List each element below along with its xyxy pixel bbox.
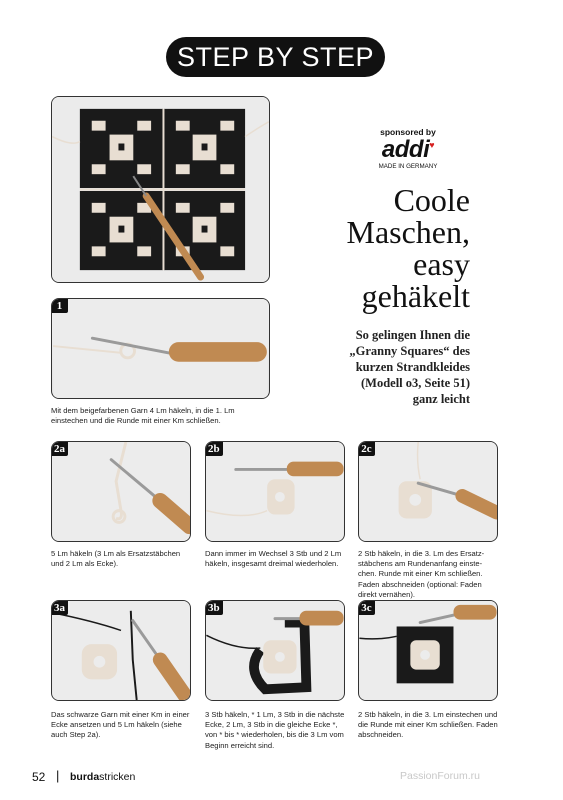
step-3b-image bbox=[206, 601, 344, 700]
step-2a-photo bbox=[51, 441, 191, 542]
step-badge: 2a bbox=[51, 441, 68, 456]
brand-tagline: MADE IN GERMANY bbox=[378, 163, 438, 170]
page-number: 52 bbox=[32, 770, 46, 784]
hero-photo bbox=[51, 96, 270, 283]
step-1-image bbox=[52, 299, 269, 398]
subhead-line: So gelingen Ihnen die bbox=[355, 328, 470, 342]
granny-squares-image bbox=[52, 97, 269, 282]
step-1-photo bbox=[51, 298, 270, 399]
step-2c-caption: 2 Stb häkeln, in die 3. Lm des Ersatz-stäbchens am Rundenanfang einste-chen. Runde mit einer Km schließen. Faden abschneiden (optional: Faden direkt vernähen). bbox=[358, 549, 485, 599]
step-badge: 2b bbox=[205, 441, 223, 456]
step-1-caption: Mit dem beigefarbenen Garn 4 Lm häkeln, in die 1. Lm einstechen und die Runde mit einer Km schließen. bbox=[51, 406, 235, 426]
step-2a-caption: 5 Lm häkeln (3 Lm als Ersatzstäbchen und 2 Lm als Ecke). bbox=[51, 549, 181, 569]
subhead-line: kurzen Strandkleides bbox=[355, 360, 470, 374]
footer-separator: | bbox=[56, 768, 60, 783]
step-3b-caption: 3 Stb häkeln, * 1 Lm, 3 Stb in die nächste Ecke, 2 Lm, 3 Stb in die gleiche Ecke *, von * bis * wiederholen, bis die 3 Lm vom Beginn erreicht sind. bbox=[205, 710, 345, 750]
subhead-line: (Modell o3, Seite 51) bbox=[360, 376, 470, 390]
headline bbox=[300, 184, 470, 312]
page-title: STEP BY STEP bbox=[166, 37, 385, 77]
headline-line: Maschen, bbox=[346, 214, 470, 250]
step-badge: 1 bbox=[51, 298, 68, 313]
headline-line: easy bbox=[413, 246, 470, 282]
subhead-line: „Granny Squares“ des bbox=[349, 344, 470, 358]
step-badge: 3a bbox=[51, 600, 68, 615]
step-badge: 3c bbox=[358, 600, 375, 615]
step-2c-photo bbox=[358, 441, 498, 542]
step-3a-photo bbox=[51, 600, 191, 701]
headline-line: gehäkelt bbox=[361, 278, 470, 314]
step-badge: 2c bbox=[358, 441, 375, 456]
magazine-name bbox=[70, 771, 135, 783]
magazine-name-bold: burda bbox=[70, 771, 100, 783]
watermark: PassionForum.ru bbox=[400, 770, 480, 782]
step-3c-image bbox=[359, 601, 497, 700]
addi-logo bbox=[354, 136, 462, 164]
brand-name: addi bbox=[381, 136, 430, 163]
heart-icon: ♥ bbox=[429, 140, 435, 150]
subhead bbox=[300, 327, 470, 407]
step-2a-image bbox=[52, 442, 190, 541]
step-2b-photo bbox=[205, 441, 345, 542]
step-3a-image bbox=[52, 601, 190, 700]
step-3c-caption: 2 Stb häkeln, in die 3. Lm einstechen und die Runde mit einer Km schließen. Faden abschneiden. bbox=[358, 710, 498, 740]
step-3b-photo bbox=[205, 600, 345, 701]
sponsor-label: sponsored by bbox=[380, 127, 436, 137]
subhead-line: ganz leicht bbox=[412, 392, 470, 406]
step-2c-image bbox=[359, 442, 497, 541]
magazine-name-rest: stricken bbox=[99, 771, 136, 783]
step-badge: 3b bbox=[205, 600, 223, 615]
step-2b-image bbox=[206, 442, 344, 541]
step-3a-caption: Das schwarze Garn mit einer Km in einer Ecke ansetzen und 5 Lm häkeln (siehe auch Step 2a). bbox=[51, 710, 190, 740]
step-3c-photo bbox=[358, 600, 498, 701]
headline-line: Coole bbox=[393, 182, 470, 218]
step-2b-caption: Dann immer im Wechsel 3 Stb und 2 Lm häkeln, insgesamt dreimal wiederholen. bbox=[205, 549, 342, 569]
